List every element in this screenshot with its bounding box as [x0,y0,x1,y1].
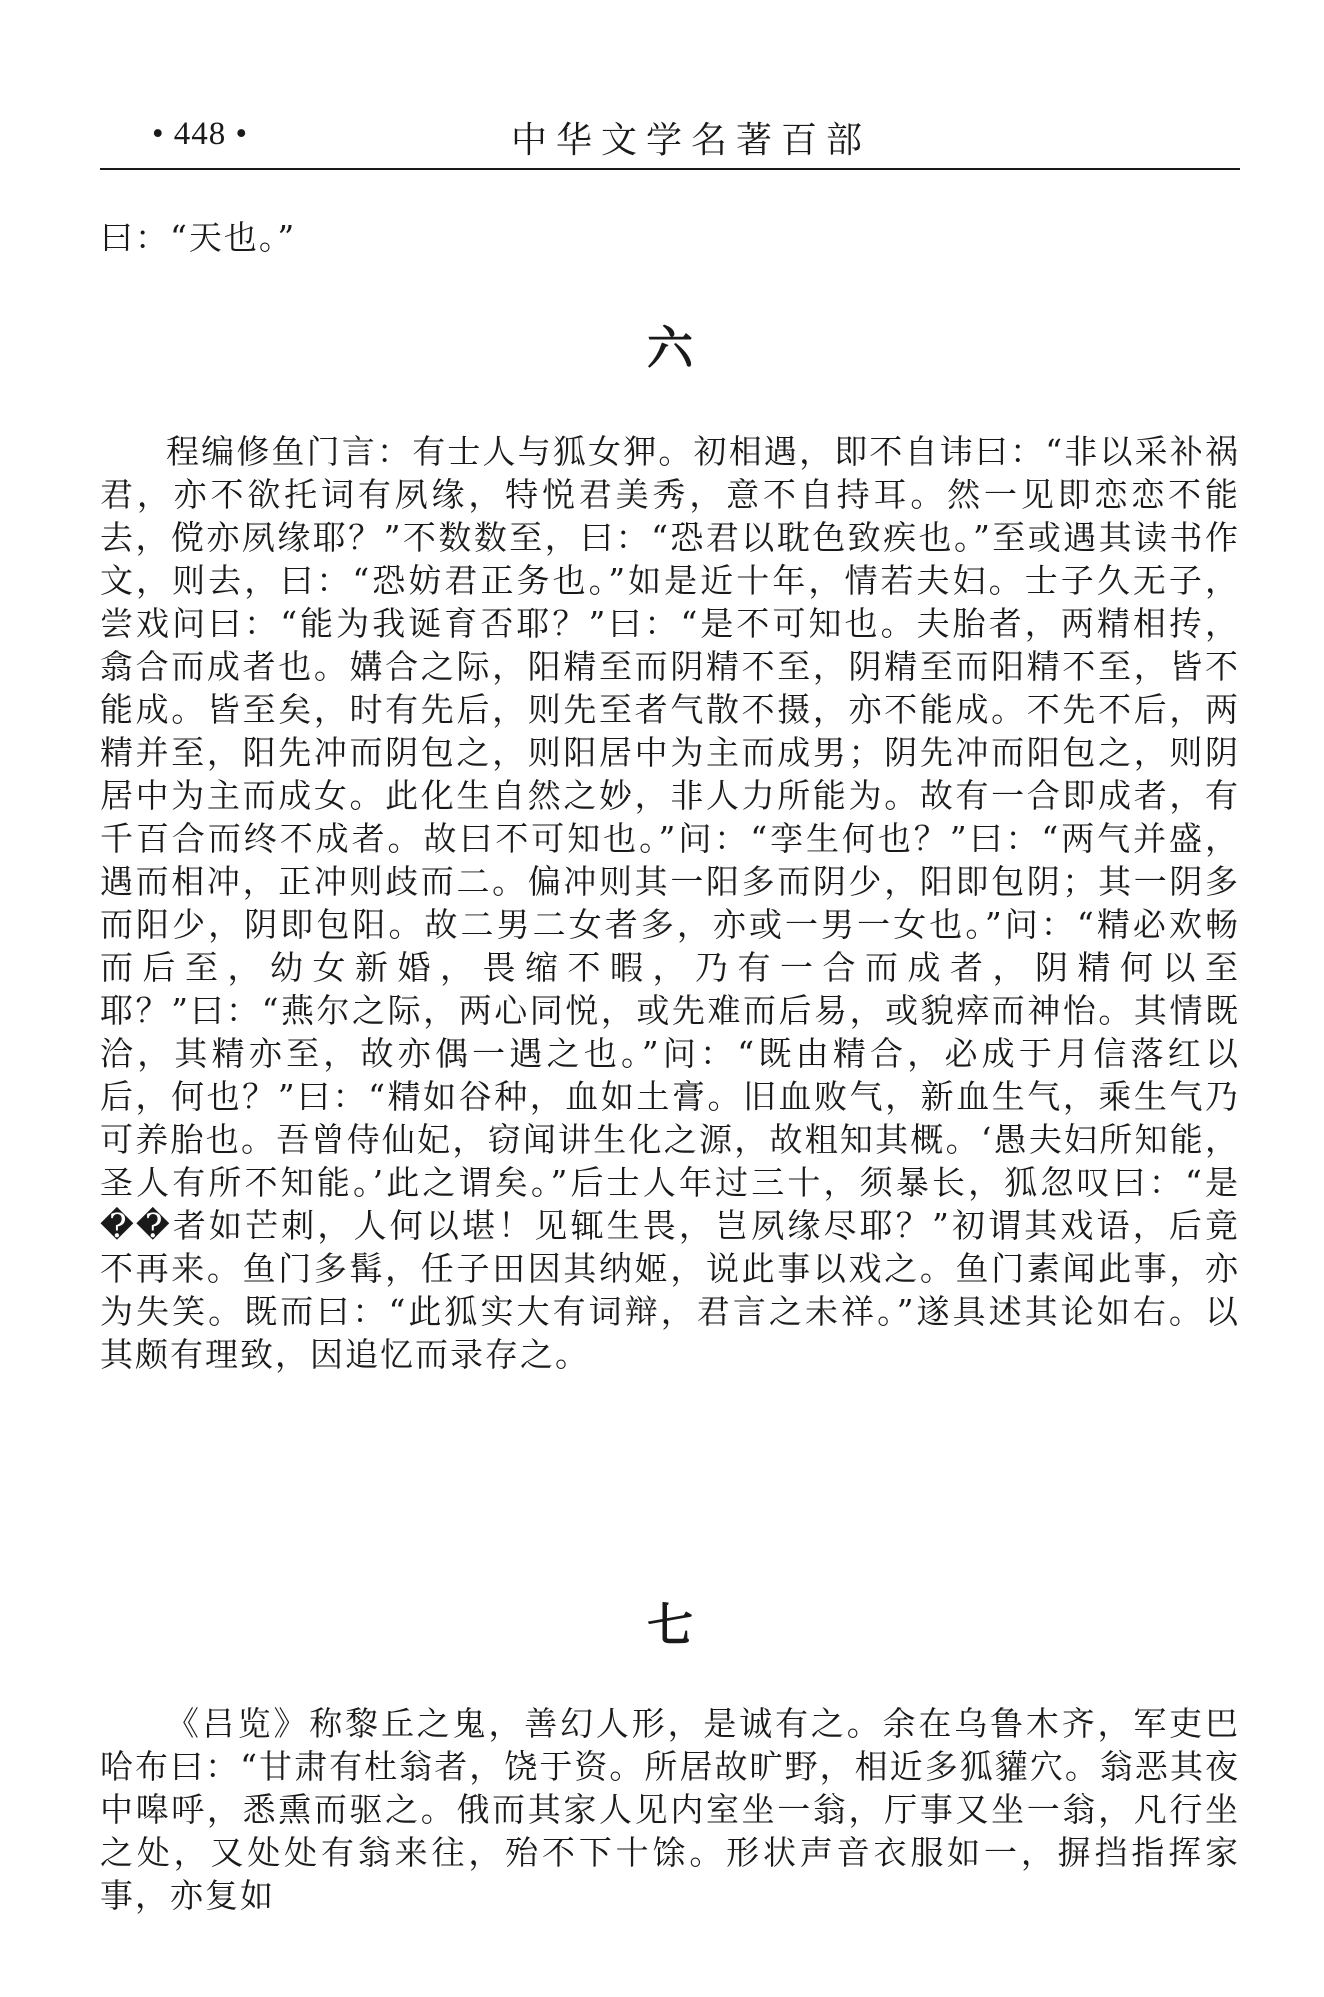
page-header [100,108,1240,168]
page-number: • 448 • [152,116,249,152]
section-heading-7: 七 [647,1598,693,1652]
section-heading-6: 六 [647,321,693,375]
section-6-paragraph: 程编修鱼门言：有士人与狐女狎。初相遇，即不自讳曰：“非以采补祸君，亦不欲托词有夙缘，特悦君美秀，意不自持耳。然一见即恋恋不能去，傥亦夙缘耶？”不数数至，曰：“恐君以耽色致疾也。”至或遇其读书作文，则去，曰：“恐妨君正务也。”如是近十年，情若夫妇。士子久无子，尝戏问曰：“能为我诞育否耶？”曰：“是不可知也。夫胎者，两精相抟，翕合而成者也。媾合之际，阳精至而阴精不至，阴精至而阳精不至，皆不能成。皆至矣，时有先后，则先至者气散不摄，亦不能成。不先不后，两精并至，阳先冲而阴包之，则阳居中为主而成男；阴先冲而阳包之，则阴居中为主而成女。此化生自然之妙，非人力所能为。故有一合即成者，有千百合而终不成者。故曰不可知也。”问：“孪生何也？”曰：“两气并盛，遇而相冲，正冲则歧而二。偏冲则其一阳多而阴少，阳即包阴；其一阴多而阳少，阴即包阳。故二男二女者多，亦或一男一女也。”问：“精必欢畅而后至，幼女新婚，畏缩不暇，乃有一合而成者，阴精何以至耶？”曰：“燕尔之际，两心同悦，或先难而后易，或貌瘁而神怡。其情既洽，其精亦至，故亦偶一遇之也。”问：“既由精合，必成于月信落红以后，何也？”曰：“精如谷种，血如土膏。旧血败气，新血生气，乘生气乃可养胎也。吾曾侍仙妃，窃闻讲生化之源，故粗知其概。‘愚夫妇所知能，圣人有所不知能。’此之谓矣。”后士人年过三十，须暴长，狐忽叹曰：“是��者如芒刺，人何以堪！见辄生畏，岂夙缘尽耶？”初谓其戏语，后竟不再来。鱼门多髯，任子田因其纳姬，说此事以戏之。鱼门素闻此事，亦为失笑。既而曰：“此狐实大有词辩，君言之未祥。”遂具述其论如右。以其颇有理致，因追忆而录存之。 [100,432,1240,1374]
book-page [100,0,1240,1997]
book-title: 中华文学名著百部 [510,120,871,161]
section-7-paragraph: 《吕览》称黎丘之鬼，善幻人形，是诚有之。余在乌鲁木齐，军吏巴哈布曰：“甘肃有杜翁者，饶于资。所居故旷野，相近多狐貛穴。翁恶其夜中嗥呼，悉熏而驱之。俄而其家人见内室坐一翁，厅事又坐一翁，凡行坐之处，又处处有翁来往，殆不下十馀。形状声音衣服如一，摒挡指挥家事，亦复如 [100,1704,1240,1915]
header-divider [100,168,1240,170]
continuation-paragraph: 曰：“天也。” [100,218,297,257]
